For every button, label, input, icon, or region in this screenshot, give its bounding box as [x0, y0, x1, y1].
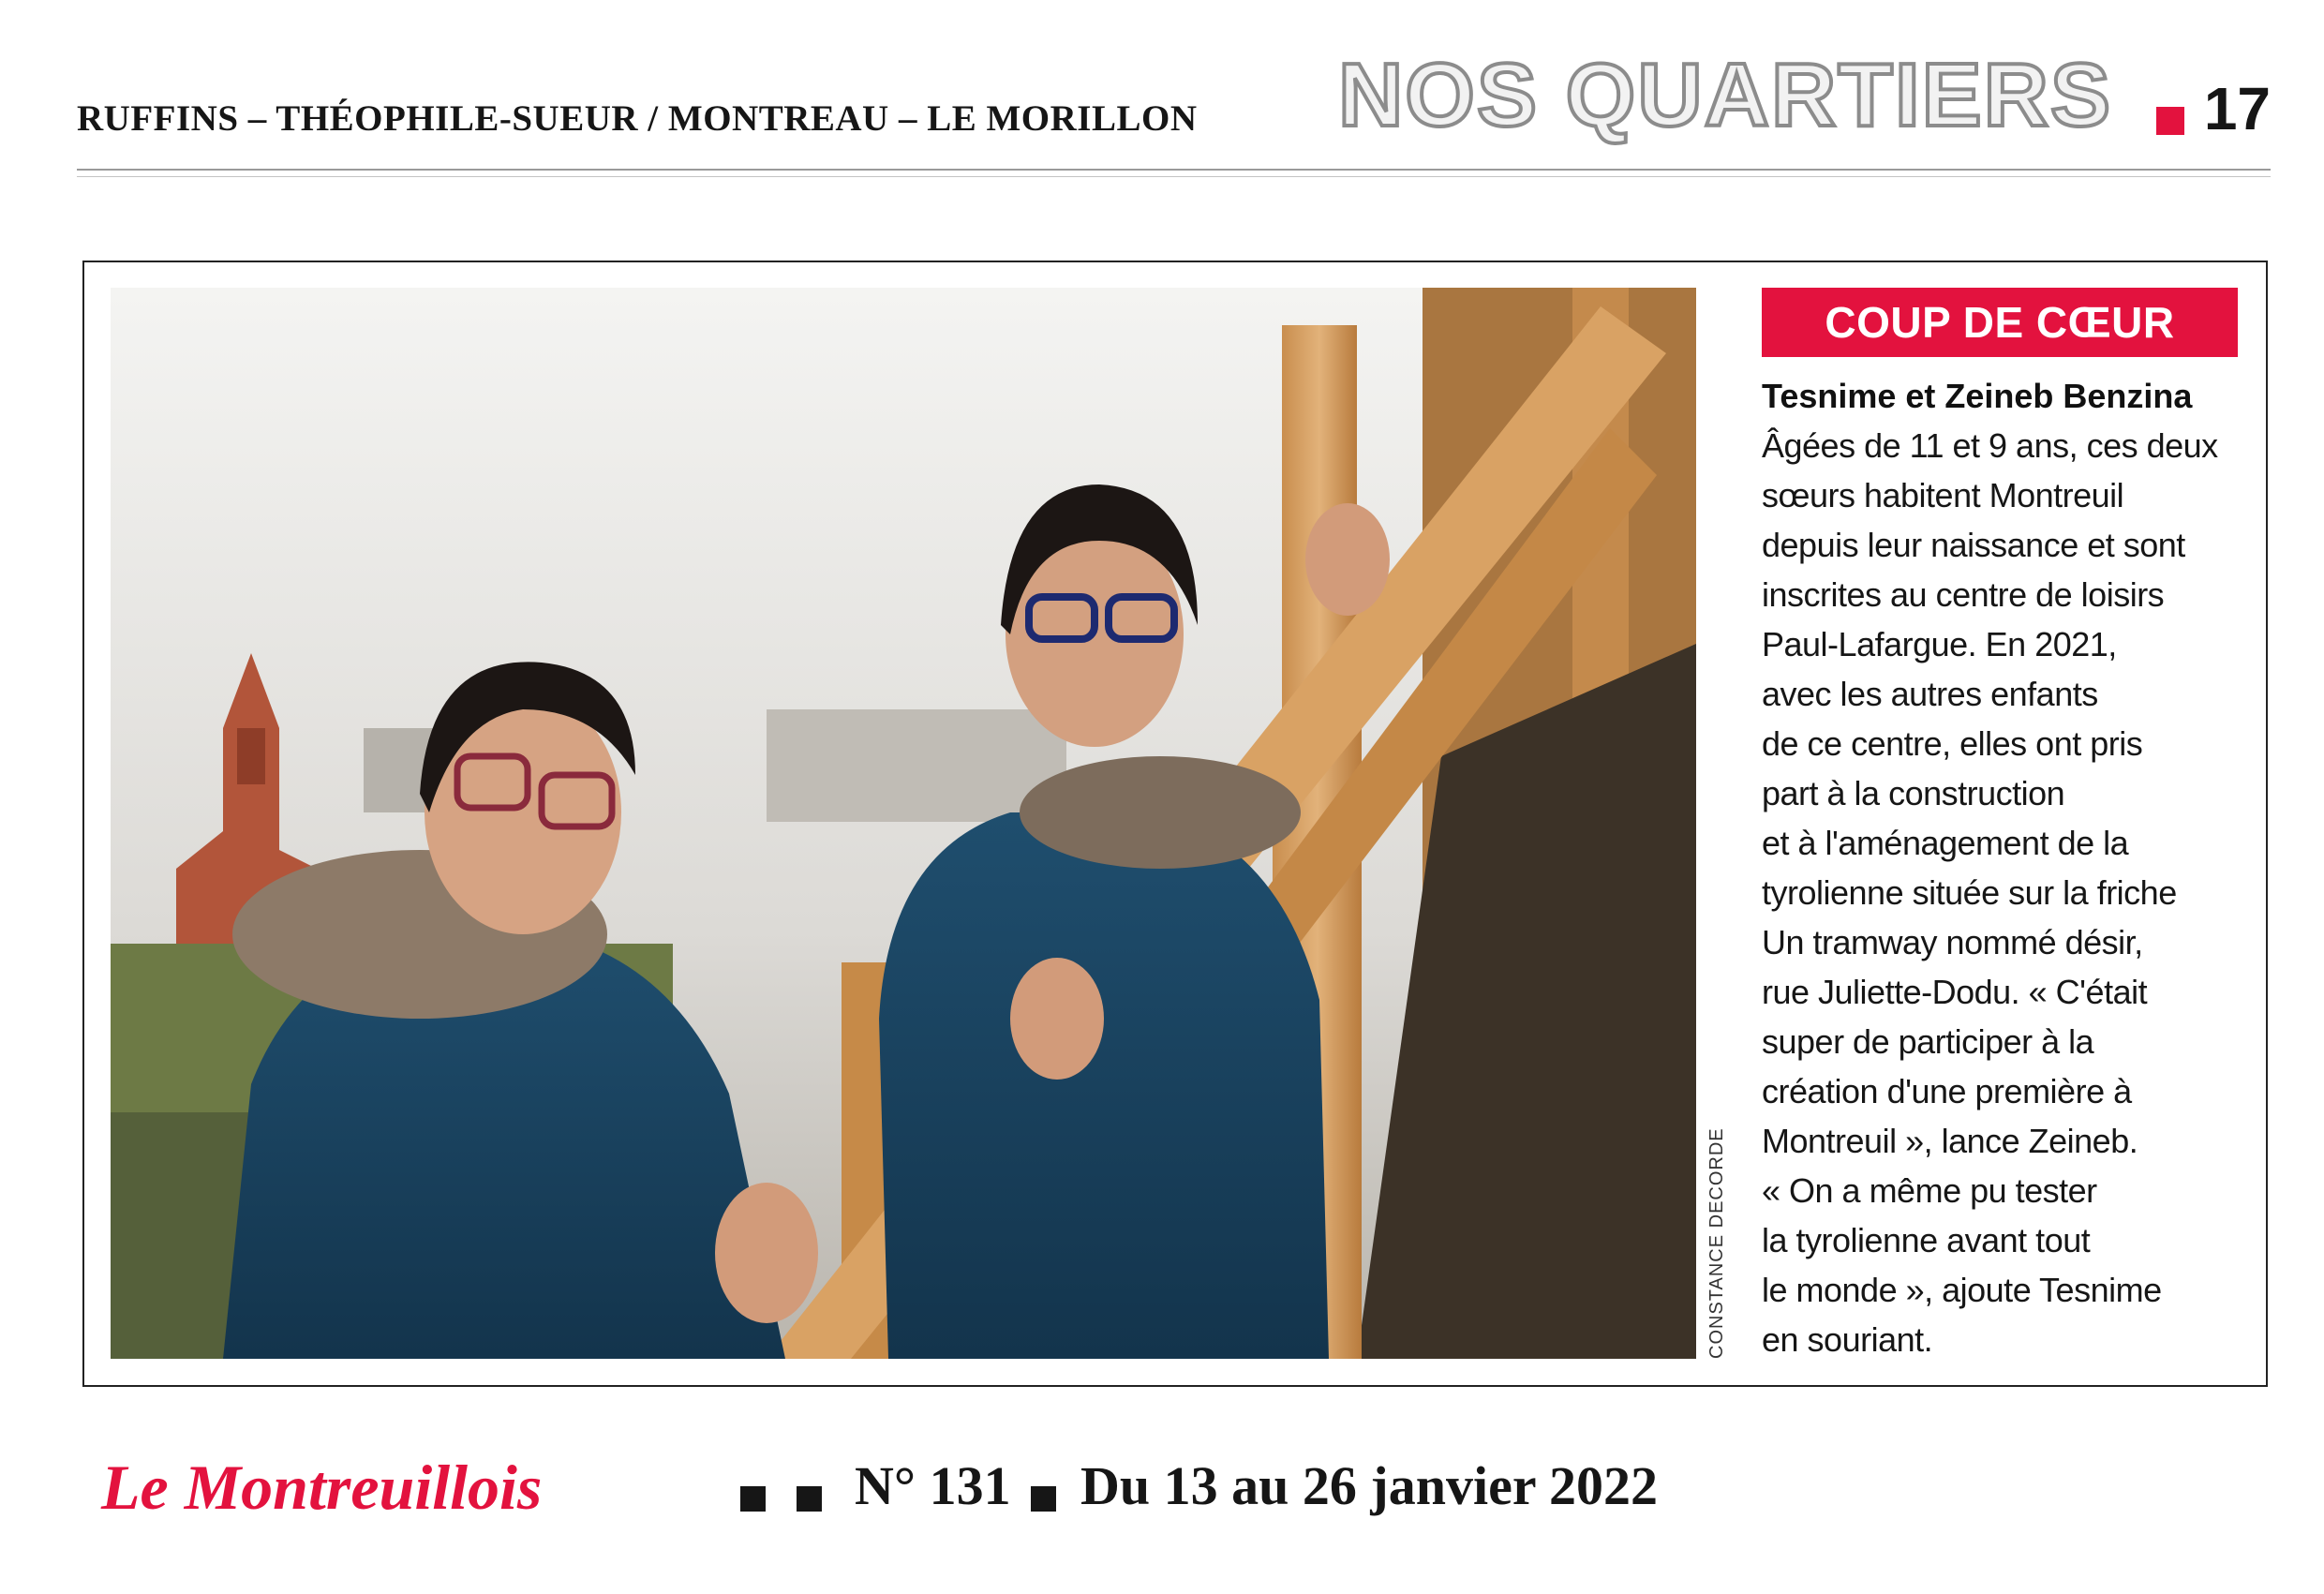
body-line: tyrolienne située sur la friche [1762, 873, 2177, 912]
article-names: Tesnime et Zeineb Benzina [1762, 377, 2193, 415]
issue-number: N° 131 [855, 1455, 1011, 1516]
body-line: de ce centre, elles ont pris [1762, 724, 2143, 763]
body-line: création d'une première à [1762, 1072, 2132, 1110]
article-photo [111, 288, 1696, 1359]
body-line: Paul-Lafargue. En 2021, [1762, 625, 2117, 663]
body-line: Montreuil », lance Zeineb. [1762, 1122, 2138, 1160]
section-marker-square [2156, 107, 2184, 135]
body-line: sœurs habitent Montreuil [1762, 476, 2124, 514]
photo-credit: CONSTANCE DECORDE [1706, 1127, 1727, 1359]
body-line: « On a même pu tester [1762, 1171, 2097, 1210]
body-line: la tyrolienne avant tout [1762, 1221, 2091, 1259]
body-line: part à la construction [1762, 774, 2065, 812]
footer-separator-square [797, 1486, 822, 1512]
body-line: et à l'aménagement de la [1762, 824, 2129, 862]
body-line: inscrites au centre de loisirs [1762, 575, 2165, 614]
article-text [1762, 371, 2249, 1364]
body-line: en souriant. [1762, 1320, 1933, 1359]
body-line: avec les autres enfants [1762, 675, 2098, 713]
header-rule [77, 169, 2271, 171]
body-line: Âgées de 11 et 9 ans, ces deux [1762, 426, 2218, 465]
header-rule-thin [77, 176, 2271, 177]
coup-de-coeur-tag: COUP DE CŒUR [1762, 288, 2238, 357]
body-line: super de participer à la [1762, 1022, 2094, 1061]
body-line: Un tramway nommé désir, [1762, 923, 2143, 961]
body-line: depuis leur naissance et sont [1762, 526, 2185, 564]
neighborhoods-heading: RUFFINS – THÉOPHILE-SUEUR / MONTREAU – LE MORILLON [77, 98, 1198, 139]
body-line: le monde », ajoute Tesnime [1762, 1271, 2162, 1309]
footer-separator-square [740, 1486, 766, 1512]
photo-illustration [111, 288, 1696, 1359]
body-line: rue Juliette-Dodu. « C'était [1762, 973, 2148, 1011]
footer-separator-square [1031, 1486, 1056, 1512]
section-title: NOS QUARTIERS [1337, 45, 2112, 145]
page-number: 17 [2203, 75, 2271, 142]
issue-date-range: Du 13 au 26 janvier 2022 [1080, 1455, 1659, 1516]
publication-name: Le Montreuillois [101, 1452, 543, 1523]
